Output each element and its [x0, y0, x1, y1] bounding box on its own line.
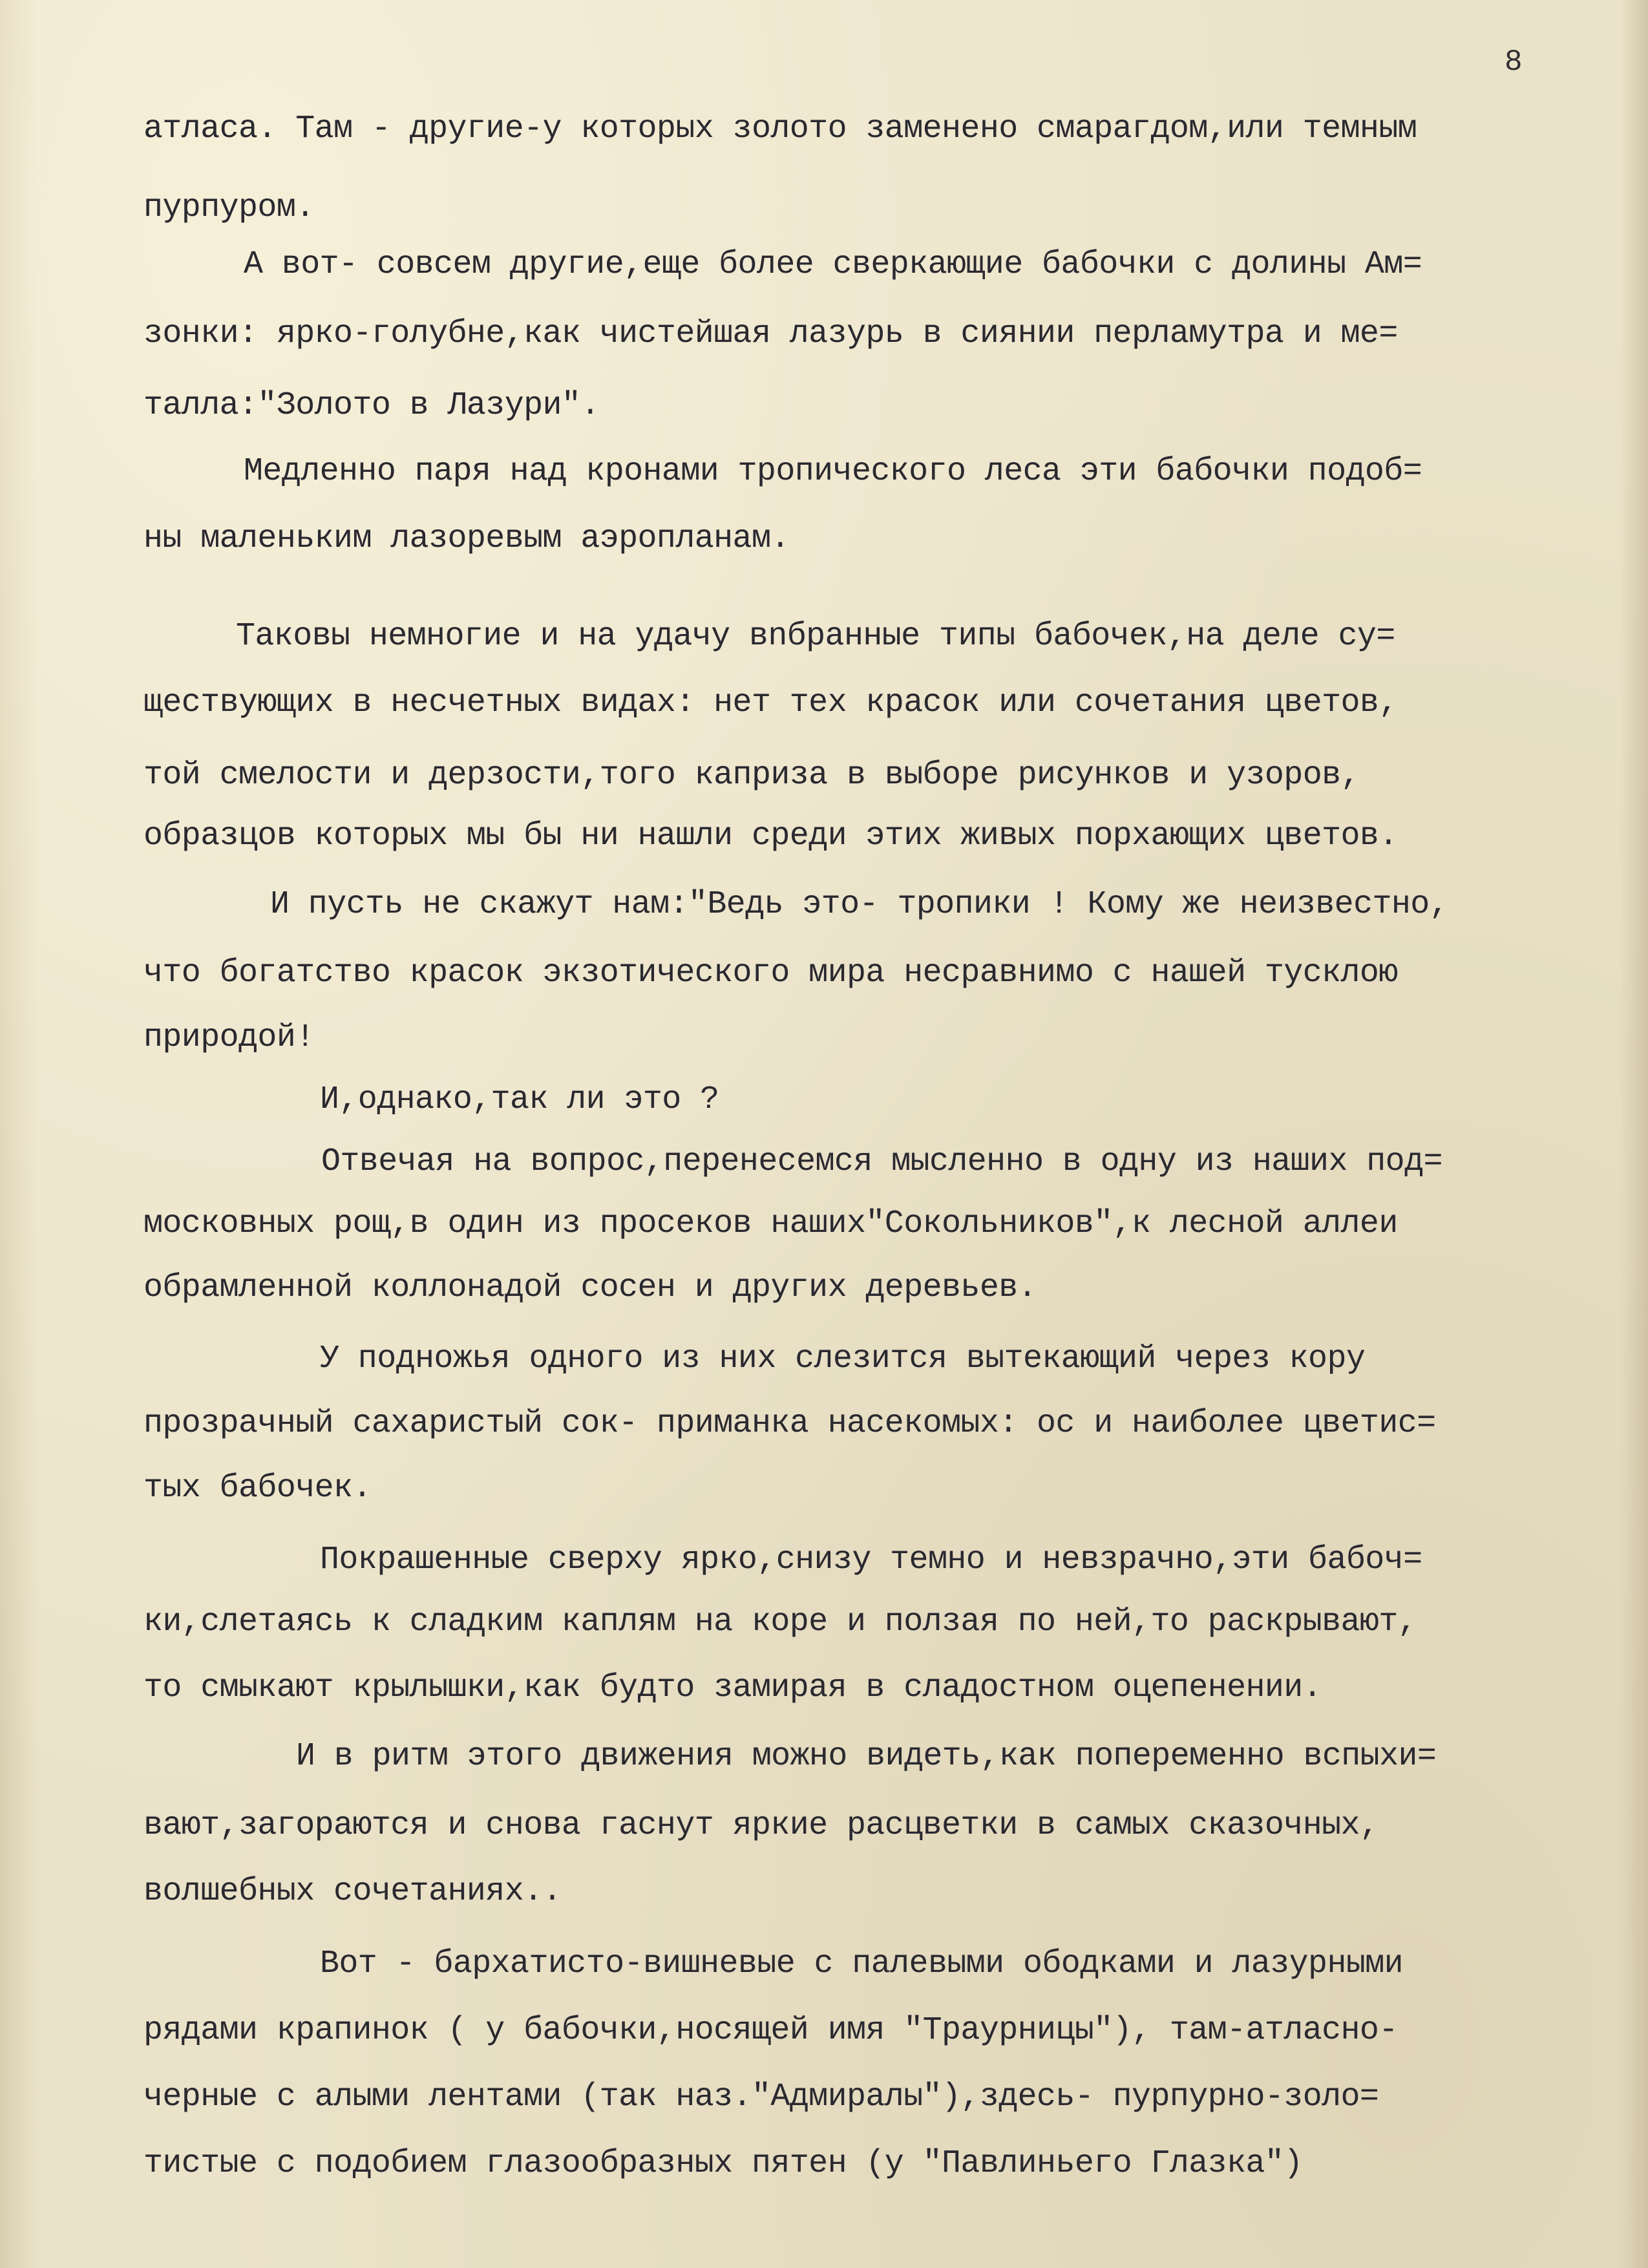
- text-line: пурпуром.: [143, 189, 315, 226]
- text-line: ществующих в несчетных видах: нет тех красок или сочетания цветов,: [143, 684, 1398, 721]
- text-line: И пусть не скажут нам:"Ведь это- тропики ! Кому же неизвестно,: [270, 886, 1449, 923]
- text-line: черные с алыми лентами (так наз."Адмиралы"),здесь- пурпурно-золо=: [143, 2079, 1379, 2115]
- text-line: то смыкают крылышки,как будто замирая в сладостном оцепенении.: [143, 1669, 1322, 1706]
- text-line: А вот- совсем другие,еще более сверкающие бабочки с долины Ам=: [244, 246, 1422, 283]
- text-line: И в ритм этого движения можно видеть,как попеременно вспыхи=: [296, 1738, 1437, 1775]
- text-line: вают,загораются и снова гаснут яркие расцветки в самых сказочных,: [143, 1807, 1379, 1844]
- text-line: ны маленьким лазоревым аэропланам.: [143, 520, 790, 557]
- text-line: Вот - бархатисто-вишневые с палевыми ободками и лазурными: [320, 1945, 1404, 1982]
- text-line: Покрашенные сверху ярко,снизу темно и невзрачно,эти бабоч=: [320, 1542, 1422, 1578]
- text-line: зонки: ярко-голубне,как чистейшая лазурь в сиянии перламутра и ме=: [143, 315, 1398, 352]
- text-line: Медленно паря над кронами тропического леса эти бабочки подоб=: [244, 453, 1422, 490]
- text-line: что богатство красок экзотического мира несравнимо с нашей тусклою: [143, 955, 1398, 991]
- page-number: 8: [1505, 45, 1523, 79]
- text-line: природой!: [143, 1019, 315, 1056]
- text-line: рядами крапинок ( у бабочки,носящей имя "Траурницы"), там-атласно-: [143, 2012, 1398, 2049]
- text-line: прозрачный сахаристый сок- приманка насекомых: ос и наиболее цветис=: [143, 1405, 1436, 1442]
- text-line: волшебных сочетаниях..: [143, 1873, 562, 1910]
- text-line: Таковы немногие и на удачу вnбранные типы бабочек,на деле су=: [236, 618, 1395, 655]
- text-line: той смелости и дерзости,того каприза в выборе рисунков и узоров,: [143, 757, 1360, 794]
- text-line: московных рощ,в один из просеков наших"Сокольников",к лесной аллеи: [143, 1205, 1398, 1242]
- text-line: обрамленной коллонадой сосен и других деревьев.: [143, 1269, 1037, 1306]
- text-line: талла:"Золото в Лазури".: [143, 387, 600, 424]
- text-line: ки,слетаясь к сладким каплям на коре и ползая по ней,то раскрывают,: [143, 1604, 1417, 1640]
- text-line: тистые с подобием глазообразных пятен (у "Павлиньего Глазка"): [143, 2145, 1303, 2182]
- text-line: И,однако,так ли это ?: [320, 1081, 719, 1118]
- text-line: У подножья одного из них слезится вытекающий через кору: [320, 1341, 1366, 1377]
- text-line: атласа. Там - другие-у которых золото заменено смарагдом,или темным: [143, 111, 1417, 147]
- text-line: Отвечая на вопрос,перенесемся мысленно в одну из наших под=: [321, 1143, 1442, 1180]
- text-line: тых бабочек.: [143, 1470, 372, 1507]
- text-line: образцов которых мы бы ни нашли среди этих живых порхающих цветов.: [143, 818, 1398, 854]
